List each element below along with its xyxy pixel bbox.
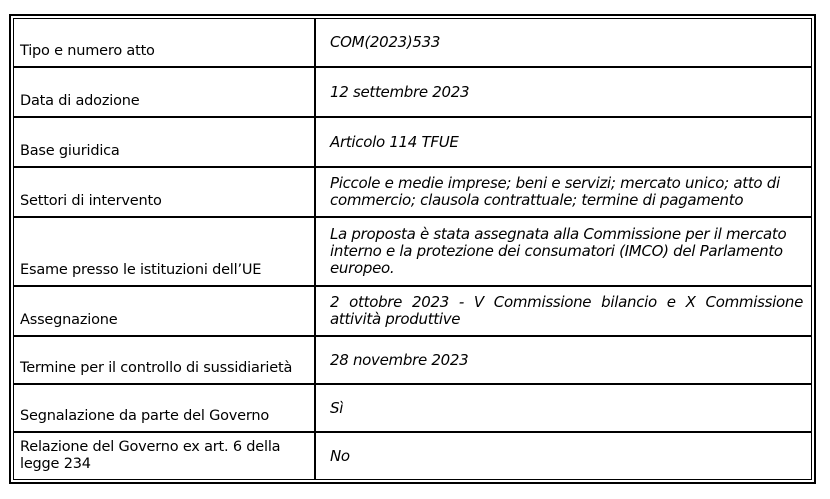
row-label: Base giuridica — [13, 117, 315, 167]
row-label: Segnalazione da parte del Governo — [13, 384, 315, 432]
row-value: 2 ottobre 2023 - V Commissione bilancio e X Commissione attività produttive — [315, 286, 812, 336]
row-value: Articolo 114 TFUE — [315, 117, 812, 167]
table-row — [13, 286, 812, 336]
table-row — [13, 167, 812, 217]
table-row — [13, 18, 812, 67]
table-row — [13, 67, 812, 117]
row-value: La proposta è stata assegnata alla Commissione per il mercato interno e la protezione dei consumatori (IMCO) del Parlamento europeo. — [315, 217, 812, 286]
row-label: Termine per il controllo di sussidiarietà — [13, 336, 315, 384]
row-label: Tipo e numero atto — [13, 18, 315, 67]
row-label: Assegnazione — [13, 286, 315, 336]
table-row — [13, 432, 812, 480]
row-value: Piccole e medie imprese; beni e servizi; mercato unico; atto di commercio; clausola contrattuale; termine di pagamento — [315, 167, 812, 217]
table-row — [13, 336, 812, 384]
table-row — [13, 384, 812, 432]
row-label: Relazione del Governo ex art. 6 della legge 234 — [13, 432, 315, 480]
row-label: Data di adozione — [13, 67, 315, 117]
row-value: Sì — [315, 384, 812, 432]
row-value: No — [315, 432, 812, 480]
row-value: COM(2023)533 — [315, 18, 812, 67]
row-label: Settori di intervento — [13, 167, 315, 217]
row-label: Esame presso le istituzioni dell’UE — [13, 217, 315, 286]
dossier-table — [9, 14, 816, 484]
row-value: 28 novembre 2023 — [315, 336, 812, 384]
row-value: 12 settembre 2023 — [315, 67, 812, 117]
table-row — [13, 217, 812, 286]
table-row — [13, 117, 812, 167]
